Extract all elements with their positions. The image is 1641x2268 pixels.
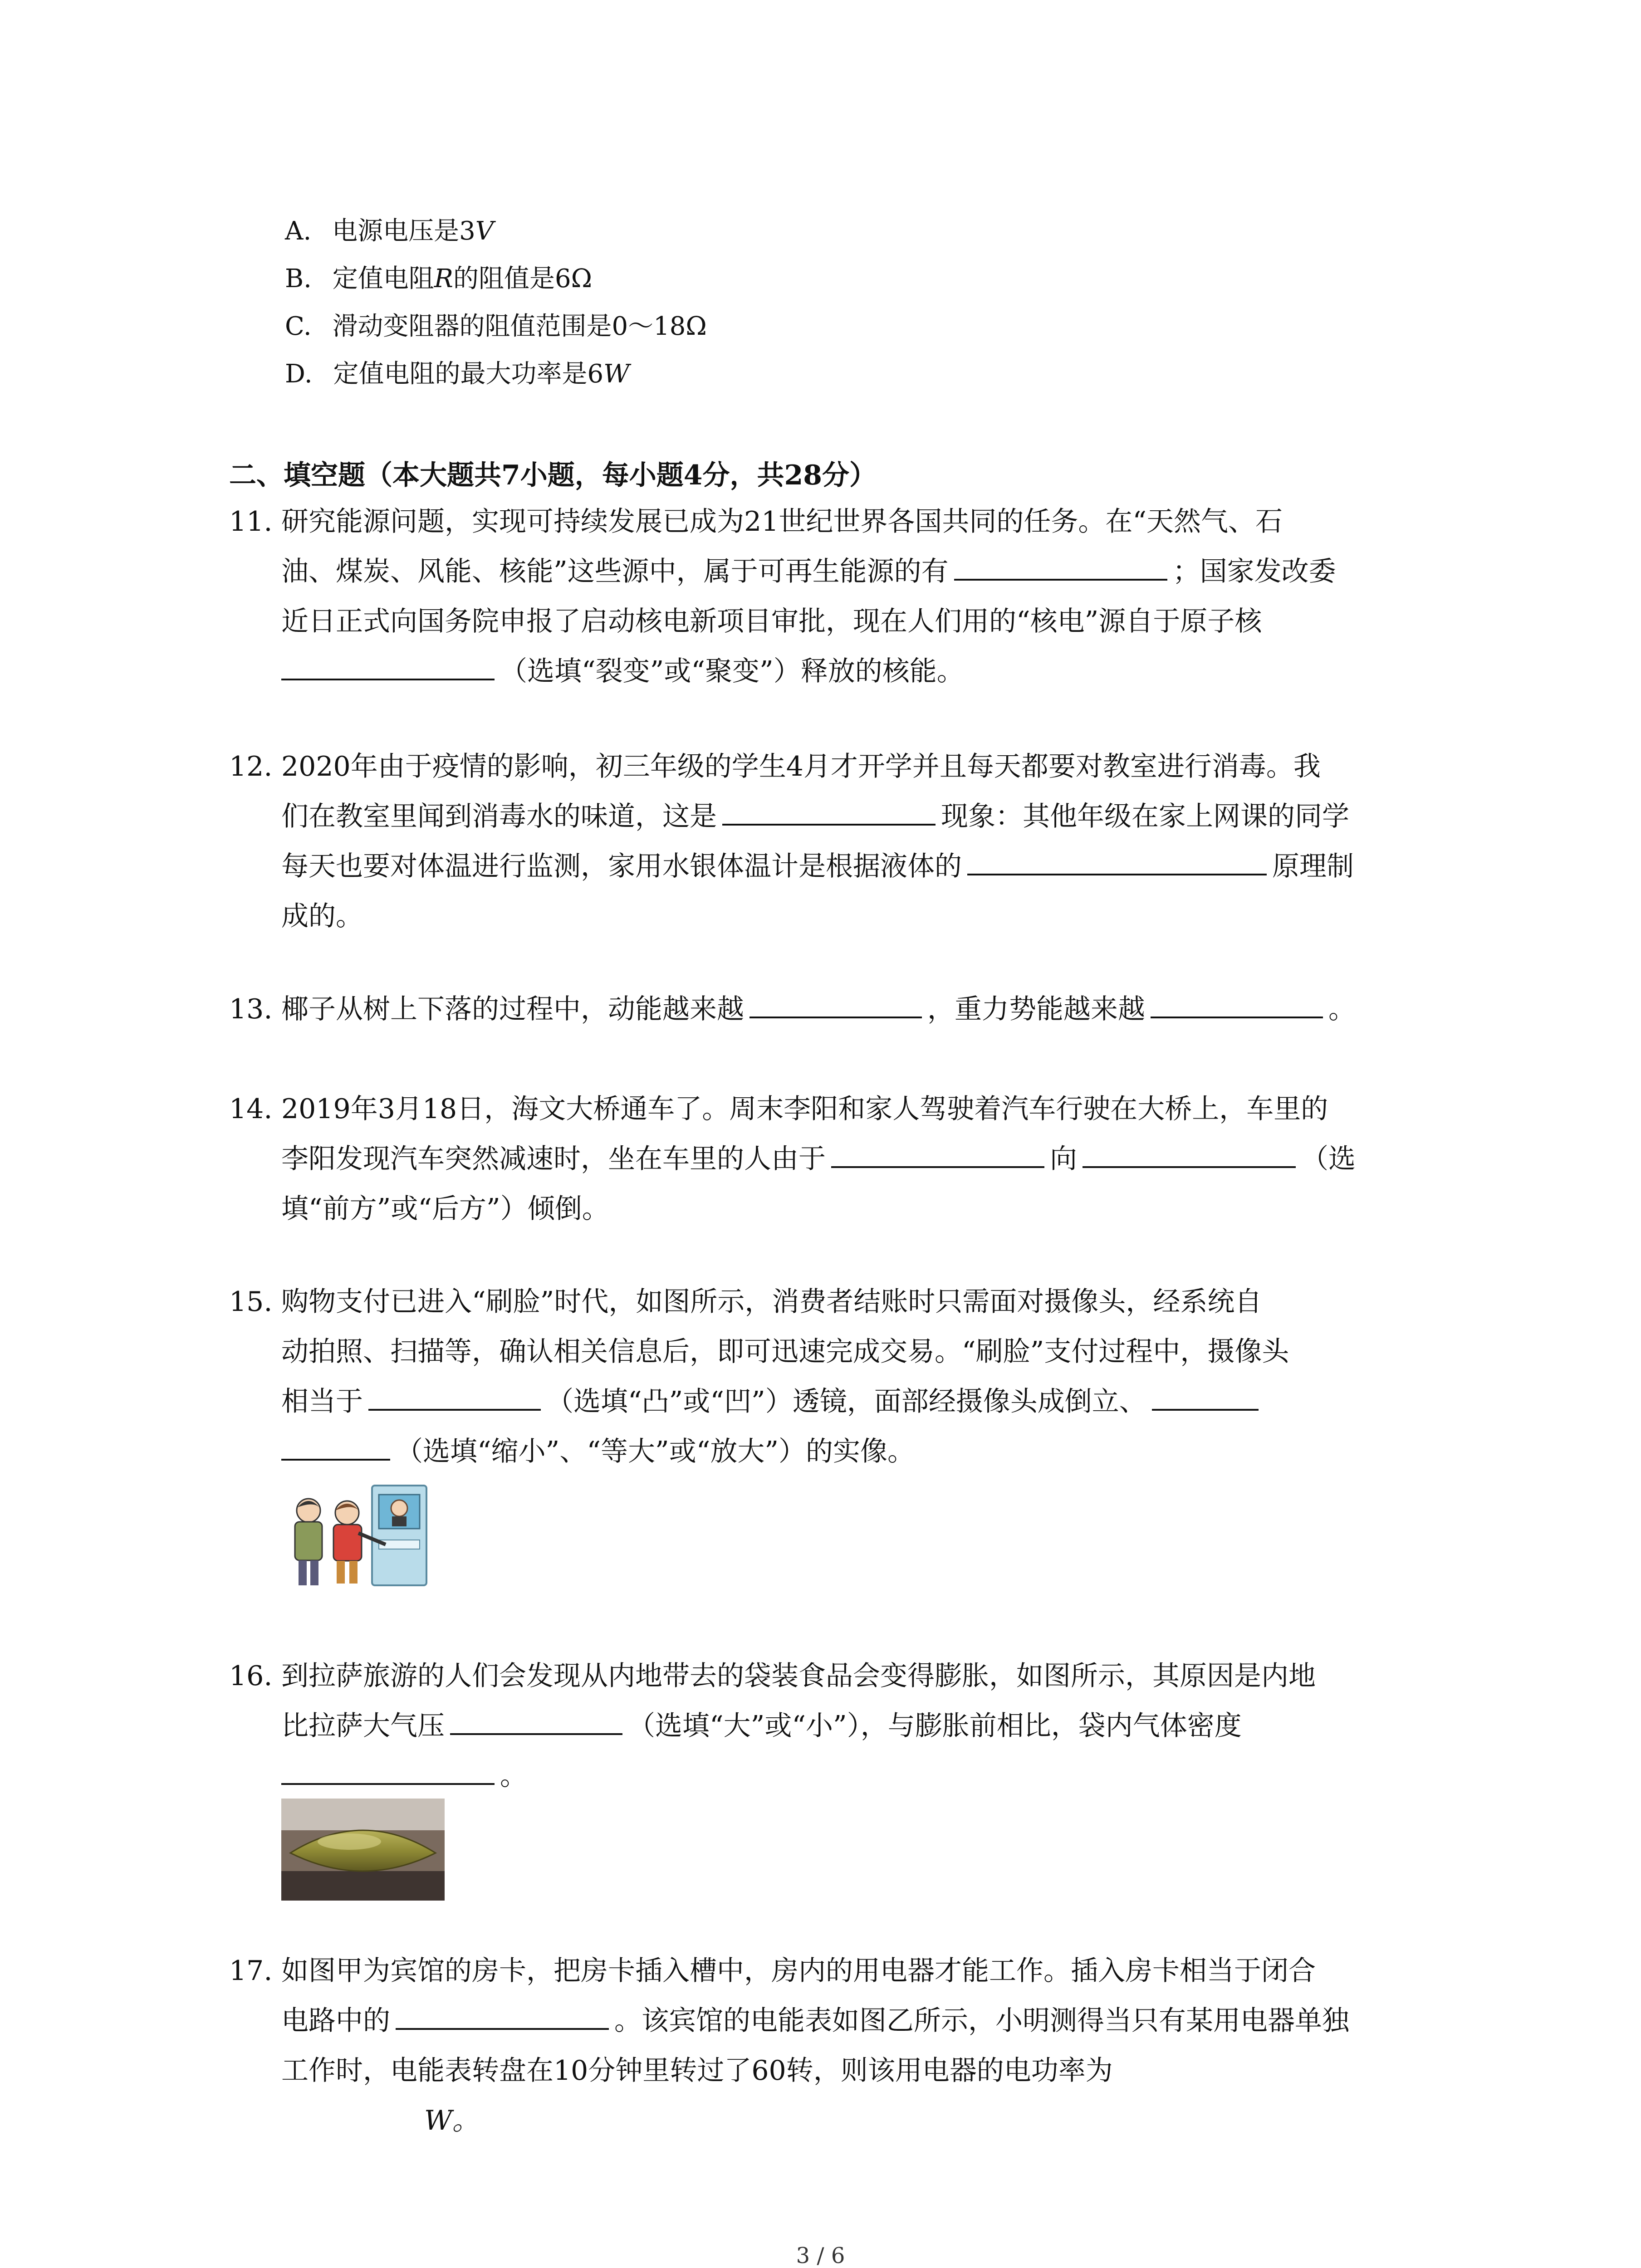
question-text: 2020年由于疫情的影响，初三年级的学生4月才开学并且每天都要对教室进行消毒。我	[281, 751, 1321, 782]
question-13	[229, 984, 1454, 1034]
question-12	[229, 742, 1454, 941]
question-text: 2019年3月18日，海文大桥通车了。周末李阳和家人驾驶着汽车行驶在大桥上，车里的	[281, 1093, 1328, 1125]
option-text: 滑动变阻器的阻值范围是0～18Ω	[332, 312, 707, 341]
question-text: 工作时，电能表转盘在10分钟里转过了60转，则该用电器的电功率为	[281, 2055, 1113, 2087]
question-number: 13.	[229, 993, 273, 1025]
question-text: （选填“凸”或“凹”）透镜，面部经摄像头成倒立、	[546, 1386, 1146, 1418]
question-text: （选填“裂变”或“聚变”）释放的核能。	[500, 655, 964, 687]
question-text: 如图甲为宾馆的房卡，把房卡插入槽中，房内的用电器才能工作。插入房卡相当于闭合	[281, 1955, 1316, 1987]
answer-blank[interactable]	[396, 2005, 609, 2030]
answer-blank[interactable]	[281, 1760, 495, 1785]
question-text: ，重力势能越来越	[927, 993, 1145, 1025]
option-b	[285, 261, 592, 297]
question-text: （选	[1301, 1143, 1356, 1175]
answer-blank[interactable]	[749, 994, 922, 1018]
question-text: 。该宾馆的电能表如图乙所示，小明测得当只有某用电器单独	[614, 2005, 1349, 2037]
question-text: 电路中的	[281, 2005, 390, 2037]
option-unit: W	[603, 359, 630, 389]
question-text: （选填“大”或“小”），与膨胀前相比，袋内气体密度	[628, 1710, 1242, 1742]
option-value: 6	[587, 359, 604, 389]
question-11	[229, 497, 1454, 696]
answer-blank[interactable]	[281, 656, 495, 680]
question-text: 。	[500, 1760, 527, 1792]
option-letter: B.	[285, 264, 312, 293]
question-text: 近日正式向国务院申报了启动核电新项目审批，现在人们用的“核电”源自于原子核	[281, 606, 1262, 637]
question-text: 到拉萨旅游的人们会发现从内地带去的袋装食品会变得膨胀，如图所示，其原因是内地	[281, 1660, 1316, 1692]
option-unit: V	[475, 216, 494, 246]
question-text: 购物支付已进入“刷脸”时代，如图所示，消费者结账时只需面对摄像头，经系统自	[281, 1286, 1262, 1318]
option-symbol: R	[434, 264, 453, 293]
question-text: 李阳发现汽车突然减速时，坐在车里的人由于	[281, 1143, 826, 1175]
question-number: 14.	[229, 1093, 273, 1125]
question-text: 研究能源问题，实现可持续发展已成为21世纪世界各国共同的任务。在“天然气、石	[281, 506, 1283, 538]
answer-blank[interactable]	[967, 851, 1267, 875]
face-payment-illustration	[281, 1476, 431, 1590]
option-text: 电源电压是	[332, 216, 460, 246]
answer-blank[interactable]	[368, 1386, 541, 1411]
option-letter: C.	[285, 312, 312, 341]
question-text: 填“前方”或“后方”）倾倒。	[281, 1193, 609, 1225]
answer-blank[interactable]	[1152, 1386, 1259, 1411]
question-text: 椰子从树上下落的过程中，动能越来越	[281, 993, 744, 1025]
option-value: 6Ω	[554, 264, 592, 293]
question-text: 。	[1328, 993, 1356, 1025]
option-value: 3	[459, 216, 475, 246]
question-text: 油、煤炭、风能、核能”这些源中，属于可再生能源的有	[281, 556, 949, 587]
section-title: 二、填空题（本大题共7小题，每小题4分，共28分）	[229, 459, 877, 491]
question-text: 相当于	[281, 1386, 363, 1418]
answer-blank[interactable]	[722, 801, 936, 826]
question-15	[229, 1277, 1454, 1476]
question-text: 成的。	[281, 900, 363, 932]
option-c	[285, 308, 707, 345]
answer-blank[interactable]	[831, 1144, 1044, 1168]
question-16	[229, 1651, 1454, 1801]
question-text: 动拍照、扫描等，确认相关信息后，即可迅速完成交易。“刷脸”支付过程中，摄像头	[281, 1336, 1289, 1368]
answer-blank[interactable]	[1151, 994, 1323, 1018]
question-text: （选填“缩小”、“等大”或“放大”）的实像。	[396, 1436, 915, 1467]
option-a	[285, 213, 494, 249]
question-number: 11.	[229, 506, 273, 538]
option-letter: A.	[285, 216, 312, 246]
question-text: 们在教室里闻到消毒水的味道，这是	[281, 801, 717, 832]
option-d	[285, 356, 630, 392]
question-text: W。	[424, 2105, 480, 2136]
inflated-bag-photo	[281, 1799, 445, 1901]
answer-blank[interactable]	[281, 1436, 390, 1461]
question-number: 12.	[229, 751, 273, 782]
answer-blank[interactable]	[954, 556, 1167, 581]
page-number: 3 / 6	[796, 2243, 845, 2268]
question-text: ；国家发改委	[1172, 556, 1336, 587]
question-text: 现象：其他年级在家上网课的同学	[941, 801, 1349, 832]
question-number: 16.	[229, 1660, 273, 1692]
answer-blank[interactable]	[450, 1711, 622, 1735]
question-text: 向	[1050, 1143, 1077, 1175]
question-text: 比拉萨大气压	[281, 1710, 445, 1742]
question-text: 每天也要对体温进行监测，家用水银体温计是根据液体的	[281, 850, 962, 882]
question-text: 原理制	[1272, 850, 1354, 882]
option-text: 的阻值是	[453, 264, 555, 293]
question-number: 15.	[229, 1286, 273, 1318]
option-text: 定值电阻	[332, 264, 434, 293]
question-17	[229, 1946, 1454, 2146]
answer-blank[interactable]	[1083, 1144, 1296, 1168]
question-number: 17.	[229, 1955, 273, 1987]
option-text: 定值电阻的最大功率是	[333, 359, 588, 389]
option-letter: D.	[285, 359, 313, 389]
question-14	[229, 1084, 1454, 1234]
